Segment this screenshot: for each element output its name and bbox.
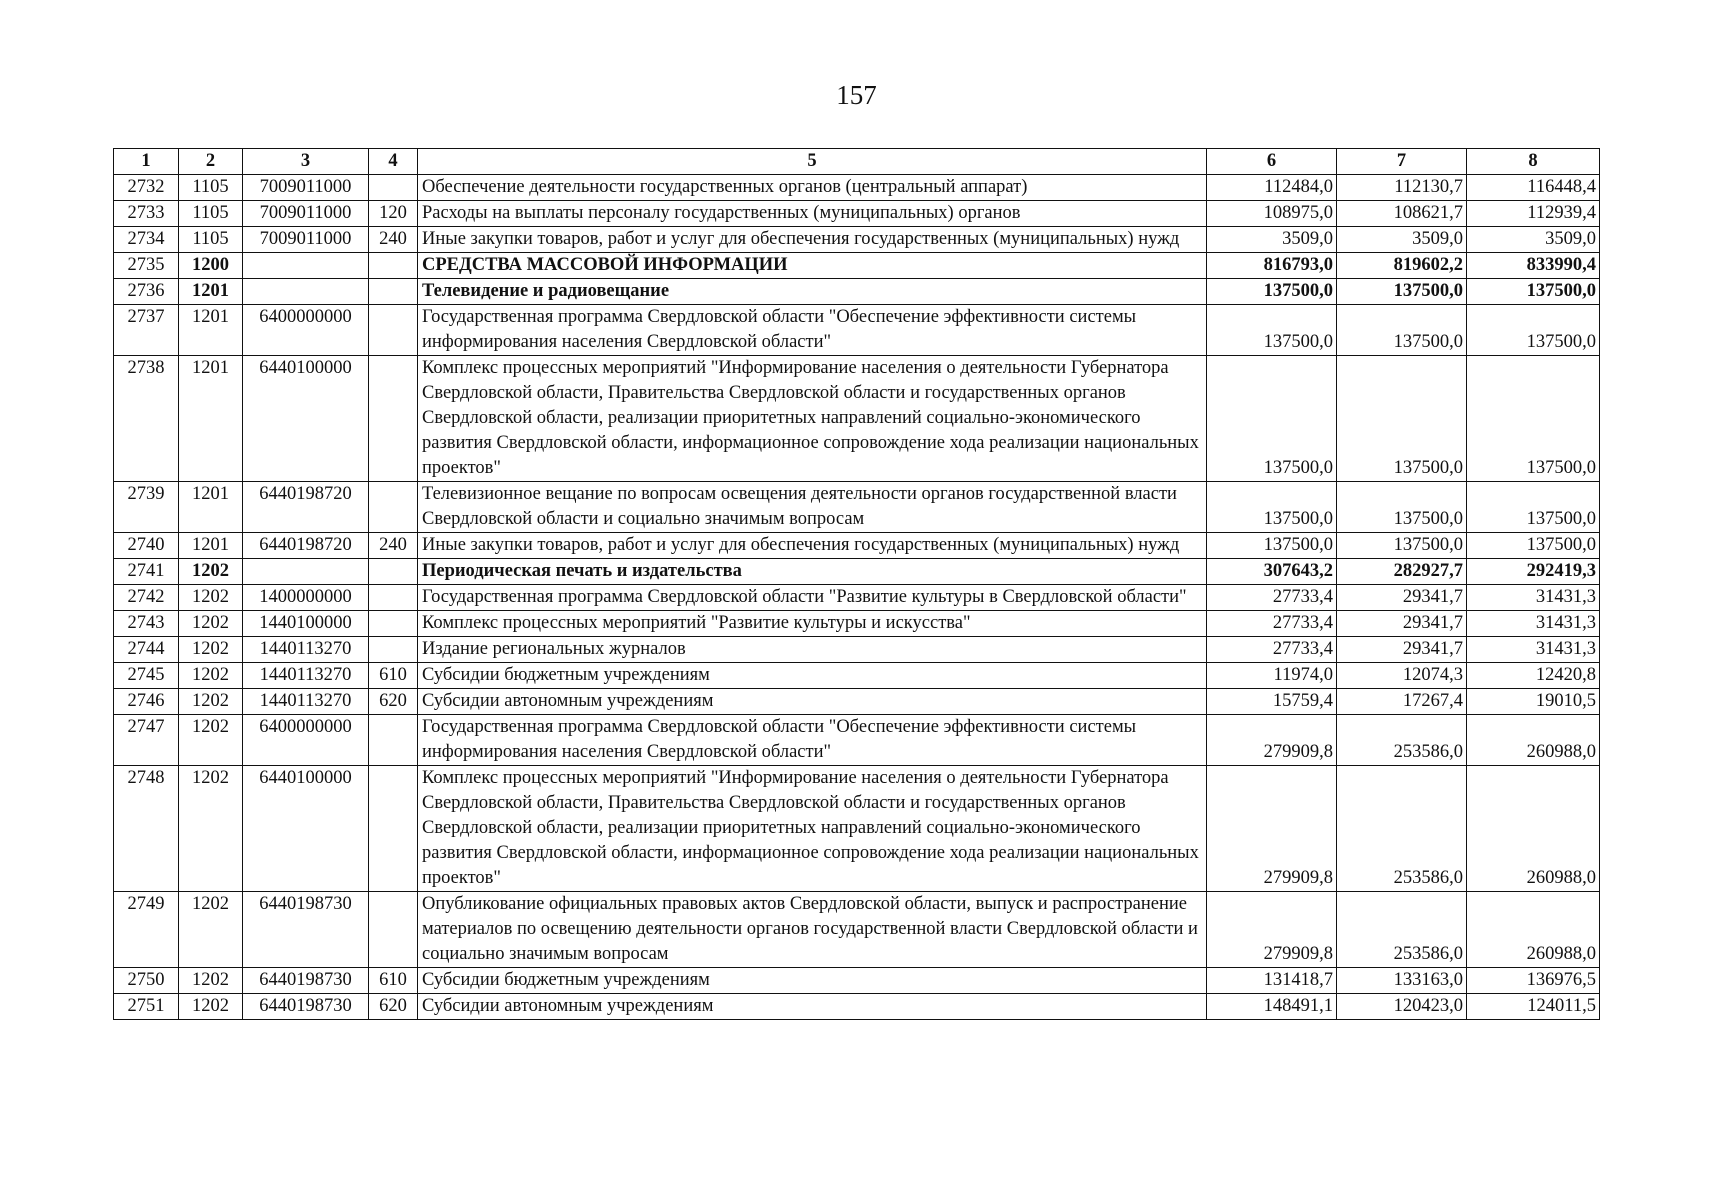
- amount-year2-cell: 133163,0: [1337, 968, 1467, 994]
- amount-year1-cell: 11974,0: [1207, 663, 1337, 689]
- amount-year1-cell: 279909,8: [1207, 766, 1337, 892]
- name-cell: Опубликование официальных правовых актов Свердловской области, выпуск и распространение материалов по освещению деятельности органов государственной власти Свердловской области и социально значимым вопросам: [418, 892, 1207, 968]
- row-number-cell: 2732: [114, 175, 179, 201]
- budget-table: [113, 148, 1600, 1020]
- section-code-cell: 1202: [179, 559, 243, 585]
- section-code-cell: 1202: [179, 766, 243, 892]
- target-article-cell: [243, 253, 369, 279]
- amount-year2-cell: 120423,0: [1337, 994, 1467, 1020]
- table-row: [114, 201, 1600, 227]
- target-article-cell: 1440113270: [243, 637, 369, 663]
- column-header: 7: [1337, 149, 1467, 175]
- amount-year1-cell: 137500,0: [1207, 533, 1337, 559]
- table-row: [114, 253, 1600, 279]
- amount-year2-cell: 137500,0: [1337, 482, 1467, 533]
- amount-year3-cell: 12420,8: [1467, 663, 1600, 689]
- amount-year1-cell: 137500,0: [1207, 305, 1337, 356]
- amount-year2-cell: 137500,0: [1337, 356, 1467, 482]
- target-article-cell: 1440100000: [243, 611, 369, 637]
- amount-year2-cell: 137500,0: [1337, 279, 1467, 305]
- amount-year2-cell: 12074,3: [1337, 663, 1467, 689]
- row-number-cell: 2740: [114, 533, 179, 559]
- target-article-cell: 6400000000: [243, 305, 369, 356]
- target-article-cell: 6440198720: [243, 482, 369, 533]
- name-cell: Телевизионное вещание по вопросам освещения деятельности органов государственной власти Свердловской области и социально значимым вопросам: [418, 482, 1207, 533]
- table-row: [114, 715, 1600, 766]
- name-cell: Расходы на выплаты персоналу государственных (муниципальных) органов: [418, 201, 1207, 227]
- expense-type-cell: 120: [369, 201, 418, 227]
- name-cell: Субсидии бюджетным учреждениям: [418, 968, 1207, 994]
- target-article-cell: 6400000000: [243, 715, 369, 766]
- target-article-cell: 6440198730: [243, 968, 369, 994]
- target-article-cell: 6440100000: [243, 766, 369, 892]
- row-number-cell: 2745: [114, 663, 179, 689]
- page-number: 157: [836, 80, 877, 110]
- amount-year1-cell: 148491,1: [1207, 994, 1337, 1020]
- amount-year2-cell: 819602,2: [1337, 253, 1467, 279]
- table-row: [114, 559, 1600, 585]
- amount-year1-cell: 3509,0: [1207, 227, 1337, 253]
- expense-type-cell: [369, 356, 418, 482]
- name-cell: Телевидение и радиовещание: [418, 279, 1207, 305]
- expense-type-cell: 240: [369, 227, 418, 253]
- table-row: [114, 892, 1600, 968]
- target-article-cell: 6440100000: [243, 356, 369, 482]
- amount-year2-cell: 29341,7: [1337, 585, 1467, 611]
- expense-type-cell: [369, 892, 418, 968]
- section-code-cell: 1201: [179, 305, 243, 356]
- amount-year2-cell: 253586,0: [1337, 715, 1467, 766]
- column-header: 2: [179, 149, 243, 175]
- amount-year3-cell: 136976,5: [1467, 968, 1600, 994]
- amount-year1-cell: 307643,2: [1207, 559, 1337, 585]
- expense-type-cell: [369, 715, 418, 766]
- target-article-cell: 6440198730: [243, 994, 369, 1020]
- section-code-cell: 1105: [179, 175, 243, 201]
- name-cell: Иные закупки товаров, работ и услуг для обеспечения государственных (муниципальных) нужд: [418, 227, 1207, 253]
- expense-type-cell: 620: [369, 994, 418, 1020]
- section-code-cell: 1202: [179, 994, 243, 1020]
- table-row: [114, 356, 1600, 482]
- expense-type-cell: 610: [369, 968, 418, 994]
- amount-year1-cell: 137500,0: [1207, 482, 1337, 533]
- table-row: [114, 305, 1600, 356]
- amount-year1-cell: 27733,4: [1207, 585, 1337, 611]
- amount-year1-cell: 108975,0: [1207, 201, 1337, 227]
- name-cell: Иные закупки товаров, работ и услуг для обеспечения государственных (муниципальных) нужд: [418, 533, 1207, 559]
- table-row: [114, 175, 1600, 201]
- amount-year3-cell: 260988,0: [1467, 766, 1600, 892]
- row-number-cell: 2742: [114, 585, 179, 611]
- amount-year1-cell: 137500,0: [1207, 279, 1337, 305]
- amount-year1-cell: 279909,8: [1207, 892, 1337, 968]
- amount-year3-cell: 137500,0: [1467, 356, 1600, 482]
- row-number-cell: 2738: [114, 356, 179, 482]
- column-header: 4: [369, 149, 418, 175]
- amount-year3-cell: 260988,0: [1467, 715, 1600, 766]
- expense-type-cell: 240: [369, 533, 418, 559]
- amount-year3-cell: 260988,0: [1467, 892, 1600, 968]
- target-article-cell: 1440113270: [243, 689, 369, 715]
- name-cell: Периодическая печать и издательства: [418, 559, 1207, 585]
- amount-year3-cell: 137500,0: [1467, 279, 1600, 305]
- table-row: [114, 279, 1600, 305]
- name-cell: Комплекс процессных мероприятий "Информирование населения о деятельности Губернатора Свердловской области, Правительства Свердловской области и государственных органов Свердловской области, реализации приоритетных направлений социально-экономического развития Свердловской области, информационное сопровождение хода реализации национальных проектов": [418, 766, 1207, 892]
- row-number-cell: 2733: [114, 201, 179, 227]
- amount-year1-cell: 816793,0: [1207, 253, 1337, 279]
- column-header: 3: [243, 149, 369, 175]
- row-number-cell: 2751: [114, 994, 179, 1020]
- name-cell: Субсидии автономным учреждениям: [418, 994, 1207, 1020]
- name-cell: Комплекс процессных мероприятий "Информирование населения о деятельности Губернатора Свердловской области, Правительства Свердловской области и государственных органов Свердловской области, реализации приоритетных направлений социально-экономического развития Свердловской области, информационное сопровождение хода реализации национальных проектов": [418, 356, 1207, 482]
- section-code-cell: 1202: [179, 663, 243, 689]
- amount-year2-cell: 137500,0: [1337, 533, 1467, 559]
- expense-type-cell: [369, 253, 418, 279]
- amount-year2-cell: 253586,0: [1337, 892, 1467, 968]
- name-cell: СРЕДСТВА МАССОВОЙ ИНФОРМАЦИИ: [418, 253, 1207, 279]
- row-number-cell: 2739: [114, 482, 179, 533]
- row-number-cell: 2744: [114, 637, 179, 663]
- amount-year3-cell: 116448,4: [1467, 175, 1600, 201]
- expense-type-cell: [369, 279, 418, 305]
- amount-year1-cell: 137500,0: [1207, 356, 1337, 482]
- amount-year2-cell: 112130,7: [1337, 175, 1467, 201]
- amount-year1-cell: 112484,0: [1207, 175, 1337, 201]
- name-cell: Государственная программа Свердловской области "Обеспечение эффективности системы информирования населения Свердловской области": [418, 305, 1207, 356]
- row-number-cell: 2750: [114, 968, 179, 994]
- amount-year3-cell: 137500,0: [1467, 533, 1600, 559]
- expense-type-cell: [369, 585, 418, 611]
- amount-year3-cell: 3509,0: [1467, 227, 1600, 253]
- row-number-cell: 2737: [114, 305, 179, 356]
- amount-year2-cell: 29341,7: [1337, 637, 1467, 663]
- amount-year3-cell: 833990,4: [1467, 253, 1600, 279]
- row-number-cell: 2749: [114, 892, 179, 968]
- section-code-cell: 1200: [179, 253, 243, 279]
- section-code-cell: 1201: [179, 279, 243, 305]
- expense-type-cell: [369, 766, 418, 892]
- amount-year3-cell: 137500,0: [1467, 305, 1600, 356]
- section-code-cell: 1202: [179, 637, 243, 663]
- table-row: [114, 227, 1600, 253]
- table-row: [114, 689, 1600, 715]
- amount-year3-cell: 31431,3: [1467, 611, 1600, 637]
- amount-year1-cell: 27733,4: [1207, 611, 1337, 637]
- table-row: [114, 611, 1600, 637]
- section-code-cell: 1202: [179, 689, 243, 715]
- section-code-cell: 1201: [179, 356, 243, 482]
- amount-year2-cell: 137500,0: [1337, 305, 1467, 356]
- amount-year2-cell: 282927,7: [1337, 559, 1467, 585]
- amount-year3-cell: 124011,5: [1467, 994, 1600, 1020]
- amount-year1-cell: 131418,7: [1207, 968, 1337, 994]
- table-row: [114, 766, 1600, 892]
- expense-type-cell: [369, 611, 418, 637]
- amount-year2-cell: 17267,4: [1337, 689, 1467, 715]
- target-article-cell: 7009011000: [243, 175, 369, 201]
- table-row: [114, 663, 1600, 689]
- column-header: 8: [1467, 149, 1600, 175]
- name-cell: Субсидии бюджетным учреждениям: [418, 663, 1207, 689]
- target-article-cell: 7009011000: [243, 227, 369, 253]
- target-article-cell: [243, 279, 369, 305]
- amount-year3-cell: 31431,3: [1467, 585, 1600, 611]
- section-code-cell: 1202: [179, 892, 243, 968]
- header-row: [114, 149, 1600, 175]
- expense-type-cell: [369, 482, 418, 533]
- amount-year3-cell: 292419,3: [1467, 559, 1600, 585]
- expense-type-cell: 620: [369, 689, 418, 715]
- expense-type-cell: [369, 637, 418, 663]
- section-code-cell: 1105: [179, 201, 243, 227]
- row-number-cell: 2741: [114, 559, 179, 585]
- amount-year3-cell: 19010,5: [1467, 689, 1600, 715]
- target-article-cell: 6440198730: [243, 892, 369, 968]
- column-header: 5: [418, 149, 1207, 175]
- amount-year2-cell: 108621,7: [1337, 201, 1467, 227]
- column-header: 6: [1207, 149, 1337, 175]
- table-row: [114, 637, 1600, 663]
- amount-year3-cell: 112939,4: [1467, 201, 1600, 227]
- name-cell: Государственная программа Свердловской области "Обеспечение эффективности системы информирования населения Свердловской области": [418, 715, 1207, 766]
- target-article-cell: [243, 559, 369, 585]
- name-cell: Обеспечение деятельности государственных органов (центральный аппарат): [418, 175, 1207, 201]
- section-code-cell: 1202: [179, 715, 243, 766]
- amount-year1-cell: 27733,4: [1207, 637, 1337, 663]
- name-cell: Субсидии автономным учреждениям: [418, 689, 1207, 715]
- amount-year3-cell: 31431,3: [1467, 637, 1600, 663]
- table-body: [114, 175, 1600, 1020]
- table-row: [114, 585, 1600, 611]
- row-number-cell: 2746: [114, 689, 179, 715]
- target-article-cell: 1440113270: [243, 663, 369, 689]
- amount-year3-cell: 137500,0: [1467, 482, 1600, 533]
- section-code-cell: 1105: [179, 227, 243, 253]
- section-code-cell: 1202: [179, 968, 243, 994]
- target-article-cell: 1400000000: [243, 585, 369, 611]
- name-cell: Комплекс процессных мероприятий "Развитие культуры и искусства": [418, 611, 1207, 637]
- name-cell: Государственная программа Свердловской области "Развитие культуры в Свердловской области": [418, 585, 1207, 611]
- amount-year1-cell: 15759,4: [1207, 689, 1337, 715]
- table-row: [114, 994, 1600, 1020]
- section-code-cell: 1201: [179, 482, 243, 533]
- row-number-cell: 2747: [114, 715, 179, 766]
- section-code-cell: 1202: [179, 585, 243, 611]
- table-row: [114, 968, 1600, 994]
- expense-type-cell: [369, 175, 418, 201]
- expense-type-cell: [369, 305, 418, 356]
- amount-year2-cell: 253586,0: [1337, 766, 1467, 892]
- target-article-cell: 6440198720: [243, 533, 369, 559]
- row-number-cell: 2736: [114, 279, 179, 305]
- expense-type-cell: 610: [369, 663, 418, 689]
- amount-year2-cell: 29341,7: [1337, 611, 1467, 637]
- table-row: [114, 482, 1600, 533]
- target-article-cell: 7009011000: [243, 201, 369, 227]
- column-header: 1: [114, 149, 179, 175]
- amount-year2-cell: 3509,0: [1337, 227, 1467, 253]
- amount-year1-cell: 279909,8: [1207, 715, 1337, 766]
- row-number-cell: 2734: [114, 227, 179, 253]
- row-number-cell: 2748: [114, 766, 179, 892]
- table-row: [114, 533, 1600, 559]
- expense-type-cell: [369, 559, 418, 585]
- row-number-cell: 2735: [114, 253, 179, 279]
- section-code-cell: 1202: [179, 611, 243, 637]
- section-code-cell: 1201: [179, 533, 243, 559]
- row-number-cell: 2743: [114, 611, 179, 637]
- name-cell: Издание региональных журналов: [418, 637, 1207, 663]
